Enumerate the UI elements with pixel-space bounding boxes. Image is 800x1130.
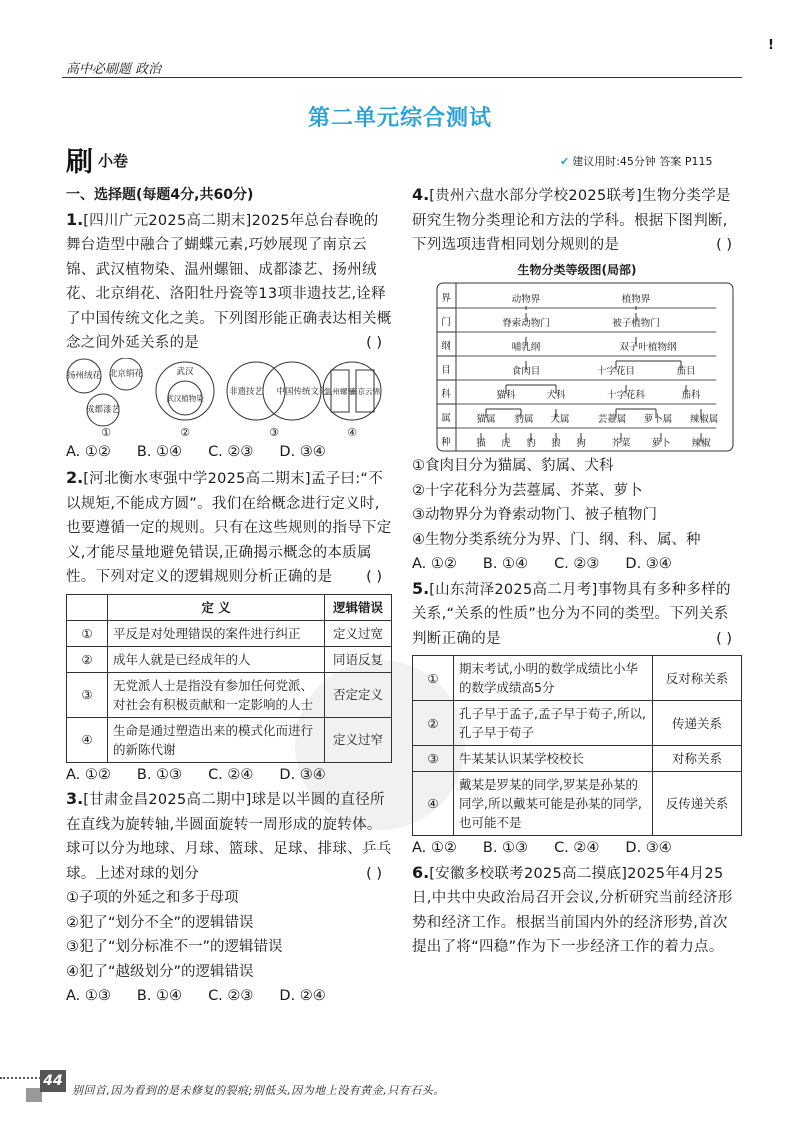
answer-paren: ( ) — [716, 237, 732, 253]
table-row — [67, 620, 392, 646]
node-shu-2: 豹属 — [514, 414, 534, 425]
row-def: 生命是通过塑造出来的模式化而进行的新陈代谢 — [108, 717, 325, 762]
node-shu-4: 芸薹属 — [597, 414, 627, 425]
option-c[interactable]: C. ②④ — [554, 840, 600, 856]
option-d[interactable]: D. ③④ — [625, 840, 672, 856]
footer-quote: 别回首,因为看到的是未修复的裂痕;别低头,因为地上没有黄金,只有石头。 — [72, 1084, 445, 1097]
node-mu-1: 食肉目 — [511, 366, 541, 377]
row-type: 反对称关系 — [653, 656, 742, 701]
table-row — [67, 672, 392, 717]
node-gang-1: 哺乳纲 — [511, 342, 541, 353]
question-number: 6. — [412, 862, 430, 882]
node-shu-3: 犬属 — [550, 414, 570, 425]
node-men-2: 被子植物门 — [612, 318, 660, 329]
table-row — [67, 717, 392, 762]
node-gang-2: 双子叶植物纲 — [619, 342, 677, 353]
question-1 — [66, 208, 392, 465]
table-row — [413, 701, 742, 746]
row-err: 同语反复 — [325, 646, 392, 672]
answer-options — [412, 552, 742, 577]
left-column — [66, 183, 392, 1009]
row-num: ① — [413, 656, 454, 701]
d1-label-1: 扬州绒花 — [66, 370, 102, 381]
answer-paren: ( ) — [366, 569, 382, 585]
classification-tree — [436, 282, 736, 454]
question-number: 3. — [66, 789, 84, 808]
right-column — [412, 183, 742, 960]
d1-label-2: 北京绢花 — [108, 368, 144, 379]
row-desc: 戴某是罗某的同学,罗某是孙某的同学,所以戴某可能是孙某的同学,也可能不是 — [454, 772, 653, 836]
answer-options — [66, 984, 392, 1009]
option-c[interactable]: C. ②④ — [208, 766, 254, 783]
diagram-num-3: ③ — [269, 425, 279, 439]
time-info — [560, 153, 713, 169]
header-rule — [62, 77, 742, 78]
option-c[interactable]: C. ②③ — [208, 443, 254, 460]
row-def: 成年人就是已经成年的人 — [108, 646, 325, 672]
level-men: 门 — [441, 317, 451, 328]
row-desc: 期末考试,小明的数学成绩比小华的数学成绩高5分 — [454, 656, 653, 701]
question-text: [贵州六盘水部分学校2025联考]生物分类学是研究生物分类理论和方法的学科。根据下图判断,下列选项违背相同划分规则的是 — [412, 188, 731, 253]
relation-table — [412, 655, 742, 836]
question-text: [山东菏泽2025高二月考]事物具有多种多样的关系,“关系的性质”也分为不同的类型。下列关系判断正确的是 — [412, 581, 731, 647]
row-type: 对称关系 — [653, 746, 742, 772]
level-zhong: 种 — [441, 437, 451, 448]
node-shu-1: 猫属 — [476, 414, 496, 425]
row-num: ③ — [67, 672, 108, 717]
node-jie-1: 动物界 — [511, 294, 541, 305]
level-mu: 目 — [441, 365, 451, 376]
option-a[interactable]: A. ①② — [66, 766, 111, 783]
question-2 — [66, 466, 392, 787]
section-heading: 一、选择题(每题4分,共60分) — [66, 187, 254, 203]
d3-label-a: 非遗技艺 — [228, 386, 264, 397]
statement-item: ③动物界分为脊索动物门、被子植物门 — [412, 507, 657, 523]
question-text: [四川广元2025高二期末]2025年总台春晚的舞台造型中融合了蝴蝶元素,巧妙展现了南京云锦、武汉植物染、温州螺钿、成都漆艺、扬州绒花、北京绢花、洛阳牡丹瓷等13项非遗技艺,诠释了中国传统文化之美。下列图形能正确表达相关概念之间外延关系的是 — [66, 212, 392, 351]
question-number: 1. — [66, 209, 84, 229]
table-header-def: 定 义 — [108, 594, 325, 620]
option-a[interactable]: A. ①② — [412, 840, 457, 856]
row-type: 反传递关系 — [653, 772, 742, 836]
node-zhong-1: 猫 — [476, 438, 486, 449]
diagram-num-4: ④ — [347, 425, 357, 439]
question-text: [甘肃金昌2025高二期中]球是以半圆的直径所在直线为旋转轴,半圆面旋转一周形成的旋转体。球可以分为地球、月球、篮球、足球、排球、乒乓球。上述对球的划分 — [66, 792, 392, 882]
row-def: 平反是对处理错误的案件进行纠正 — [108, 620, 325, 646]
option-c[interactable]: C. ②③ — [208, 988, 254, 1004]
option-b[interactable]: B. ①③ — [482, 840, 529, 856]
level-shu: 属 — [441, 413, 451, 424]
question-4 — [412, 183, 742, 577]
node-zhong-6: 芥菜 — [611, 438, 631, 449]
node-zhong-7: 萝卜 — [651, 438, 671, 449]
figure-title: 生物分类等级图(局部) — [517, 262, 637, 277]
node-ke-1: 猫科 — [496, 390, 516, 401]
row-num: ② — [413, 701, 454, 746]
answer-paren: ( ) — [366, 335, 382, 351]
option-d[interactable]: D. ③④ — [279, 443, 326, 460]
node-mu-3: 茄目 — [676, 366, 696, 377]
check-icon: ✔ — [560, 155, 570, 168]
row-num: ① — [67, 620, 108, 646]
question-text: [河北衡水枣强中学2025高二期末]孟子曰:“不以规矩,不能成方圆”。我们在给概念进行定义时,也要遵循一定的规则。只有在这些规则的指导下定义,才能尽量地避免错误,正确揭示概念的本质属性。下列对定义的逻辑规则分析正确的是 — [66, 471, 392, 585]
statement-item: ②犯了“划分不全”的逻辑错误 — [66, 914, 254, 931]
time-info-text: 建议用时:45分钟 答案 P115 — [572, 155, 713, 168]
d1-label-3: 成都漆艺 — [85, 404, 121, 415]
table-header-num — [67, 594, 108, 620]
node-zhong-3: 豹 — [526, 438, 536, 449]
row-desc: 孔子早于孟子,孟子早于荀子,所以,孔子早于荀子 — [454, 701, 653, 746]
option-b[interactable]: B. ①④ — [136, 988, 183, 1004]
statement-item: ④犯了“越级划分”的逻辑错误 — [66, 963, 254, 980]
d2-label-inner: 武汉植物染 — [166, 393, 204, 403]
answer-options — [66, 440, 392, 465]
level-ke: 科 — [441, 389, 451, 400]
option-a[interactable]: A. ①② — [412, 556, 457, 572]
diagram-num-2: ② — [180, 425, 190, 439]
section-badge-main: 刷 — [66, 147, 93, 178]
option-b[interactable]: B. ①④ — [136, 443, 183, 460]
answer-options — [412, 836, 742, 861]
table-header-err: 逻辑错误 — [325, 594, 392, 620]
node-ke-2: 犬科 — [546, 390, 566, 401]
row-def: 无党派人士是指没有参加任何党派、对社会有积极贡献和一定影响的人士 — [108, 672, 325, 717]
statement-item: ④生物分类系统分为界、门、纲、科、属、种 — [412, 531, 701, 548]
question-5 — [412, 577, 742, 861]
question-6 — [412, 861, 742, 960]
option-d[interactable]: D. ②④ — [279, 988, 326, 1004]
node-zhong-2: 虎 — [501, 438, 511, 449]
level-gang: 纲 — [441, 341, 451, 352]
row-err: 定义过窄 — [325, 717, 392, 762]
row-num: ④ — [413, 772, 454, 836]
option-c[interactable]: C. ②③ — [554, 556, 600, 572]
answer-paren: ( ) — [716, 630, 732, 647]
diagram-num-1: ① — [101, 425, 111, 439]
node-mu-2: 十字花目 — [596, 366, 636, 377]
node-zhong-5: 狗 — [576, 438, 586, 449]
section-badge-sub: 小卷 — [98, 152, 129, 170]
page-title: 第二单元综合测试 — [307, 106, 492, 131]
question-number: 4. — [412, 185, 430, 204]
row-num: ② — [67, 646, 108, 672]
statement-item: ①子项的外延之和多于母项 — [66, 890, 239, 906]
question-number: 2. — [66, 468, 84, 487]
q1-venn-diagrams — [66, 358, 392, 440]
footer-dots — [0, 1077, 44, 1079]
node-jie-2: 植物界 — [621, 294, 651, 305]
row-err: 否定定义 — [325, 672, 392, 717]
question-3 — [66, 787, 392, 1009]
table-row — [413, 656, 742, 701]
node-zhong-4: 狼 — [551, 438, 561, 449]
question-number: 5. — [412, 578, 430, 598]
level-jie: 界 — [441, 293, 451, 304]
option-a[interactable]: A. ①② — [66, 443, 111, 460]
option-d[interactable]: D. ③④ — [625, 556, 672, 572]
table-row — [413, 746, 742, 772]
option-b[interactable]: B. ①④ — [482, 556, 529, 572]
node-shu-6: 辣椒属 — [689, 414, 719, 425]
row-err: 定义过宽 — [325, 620, 392, 646]
page-number: 44 — [40, 1070, 66, 1092]
question-text: [安徽多校联考2025高二摸底]2025年4月25日,中共中央政治局召开会议,分析研究当前经济形势和经济工作。根据当前国内外的经济形势,首次提出了将“四稳”作为下一步经济工作的着力点。 — [412, 865, 733, 955]
d2-label-outer: 武汉 — [176, 366, 194, 377]
node-men-1: 脊索动物门 — [502, 318, 550, 329]
d4-label-b: 南京云锦 — [350, 386, 380, 396]
node-ke-4: 茄科 — [681, 390, 701, 401]
answer-options — [66, 763, 392, 788]
option-a[interactable]: A. ①③ — [66, 988, 111, 1004]
d3-label-b: 中国传统文化 — [276, 386, 328, 397]
table-row — [413, 772, 742, 836]
row-num: ③ — [413, 746, 454, 772]
corner-mark: ! — [768, 38, 774, 53]
statement-item: ①食肉目分为猫属、豹属、犬科 — [412, 458, 614, 474]
node-zhong-8: 辣椒 — [691, 438, 711, 449]
statement-item: ②十字花科分为芸薹属、芥菜、萝卜 — [412, 482, 643, 499]
d4-label-a: 温州螺钿 — [325, 386, 355, 396]
answer-paren: ( ) — [366, 865, 382, 882]
node-ke-3: 十字花科 — [606, 390, 646, 401]
node-shu-5: 萝卜属 — [643, 414, 673, 425]
table-row — [67, 646, 392, 672]
row-num: ④ — [67, 717, 108, 762]
option-b[interactable]: B. ①③ — [136, 766, 183, 783]
option-d[interactable]: D. ③④ — [279, 766, 326, 783]
row-desc: 牛某某认识某学校校长 — [454, 746, 653, 772]
row-type: 传递关系 — [653, 701, 742, 746]
statement-item: ③犯了“划分标准不一”的逻辑错误 — [66, 939, 283, 955]
definition-table — [66, 594, 392, 763]
book-series-title: 高中必刷题 政治 — [66, 62, 162, 77]
